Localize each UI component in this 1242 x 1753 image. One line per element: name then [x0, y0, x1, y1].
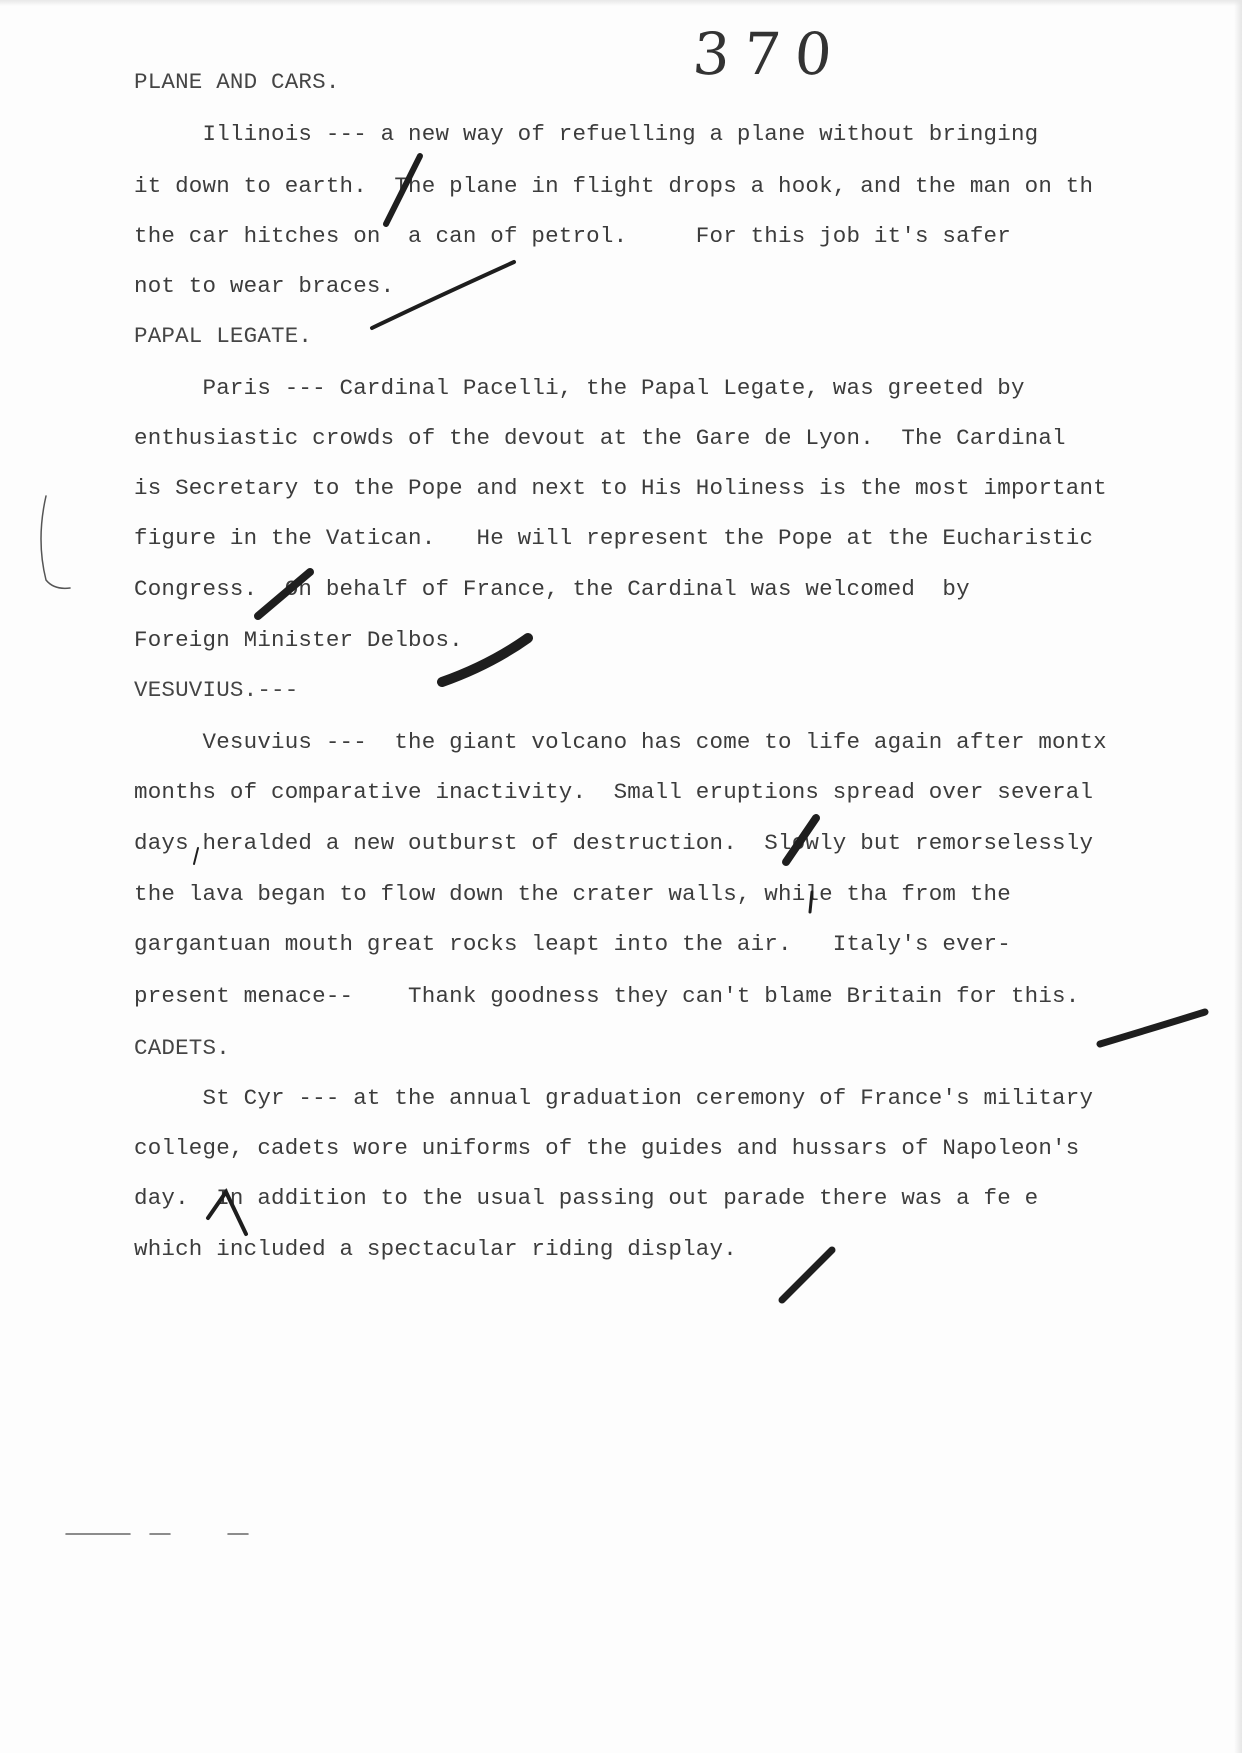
- text-line: it down to earth. The plane in flight drops a hook, and the man on th: [134, 173, 1094, 199]
- section-heading: PAPAL LEGATE.: [134, 323, 313, 349]
- text-line: college, cadets wore uniforms of the guides and hussars of Napoleon's: [134, 1135, 1080, 1161]
- text-line: Illinois --- a new way of refuelling a plane without bringing: [134, 121, 1039, 147]
- page-edge-shadow-right: [1234, 0, 1242, 1753]
- text-line: days heralded a new outburst of destruction. Slowly but remorselessly: [134, 830, 1094, 856]
- text-line: not to wear braces.: [134, 273, 395, 299]
- text-line: Congress. On behalf of France, the Cardinal was welcomed by: [134, 576, 970, 602]
- text-line: enthusiastic crowds of the devout at the Gare de Lyon. The Cardinal: [134, 425, 1066, 451]
- text-line: gargantuan mouth great rocks leapt into the air. Italy's ever-: [134, 931, 1011, 957]
- handwritten-page-number: 370: [690, 20, 849, 88]
- text-line: Foreign Minister Delbos.: [134, 627, 463, 653]
- text-line: day. In addition to the usual passing out parade there was a fe e: [134, 1185, 1039, 1211]
- text-line: months of comparative inactivity. Small eruptions spread over several: [134, 779, 1094, 805]
- text-line: is Secretary to the Pope and next to His Holiness is the most important: [134, 475, 1107, 501]
- text-line: figure in the Vatican. He will represent the Pope at the Eucharistic: [134, 525, 1094, 551]
- slash-mark-display: [782, 1250, 832, 1300]
- text-line: Paris --- Cardinal Pacelli, the Papal Legate, was greeted by: [134, 375, 1025, 401]
- slash-mark-this: [1100, 1012, 1205, 1044]
- page-edge-shadow-top: [0, 0, 1242, 6]
- text-line: the lava began to flow down the crater walls, while tha from the: [134, 881, 1011, 907]
- text-line: St Cyr --- at the annual graduation ceremony of France's military: [134, 1085, 1094, 1111]
- text-line: Vesuvius --- the giant volcano has come to life again after montx: [134, 729, 1107, 755]
- section-heading: CADETS.: [134, 1035, 230, 1061]
- bracket-mark-margin: [41, 496, 70, 588]
- text-line: present menace-- Thank goodness they can't blame Britain for this.: [134, 983, 1080, 1009]
- section-heading: VESUVIUS.---: [134, 677, 299, 703]
- text-line: the car hitches on a can of petrol. For this job it's safer: [134, 223, 1011, 249]
- text-line: which included a spectacular riding display.: [134, 1236, 737, 1262]
- section-heading: PLANE AND CARS.: [134, 69, 340, 95]
